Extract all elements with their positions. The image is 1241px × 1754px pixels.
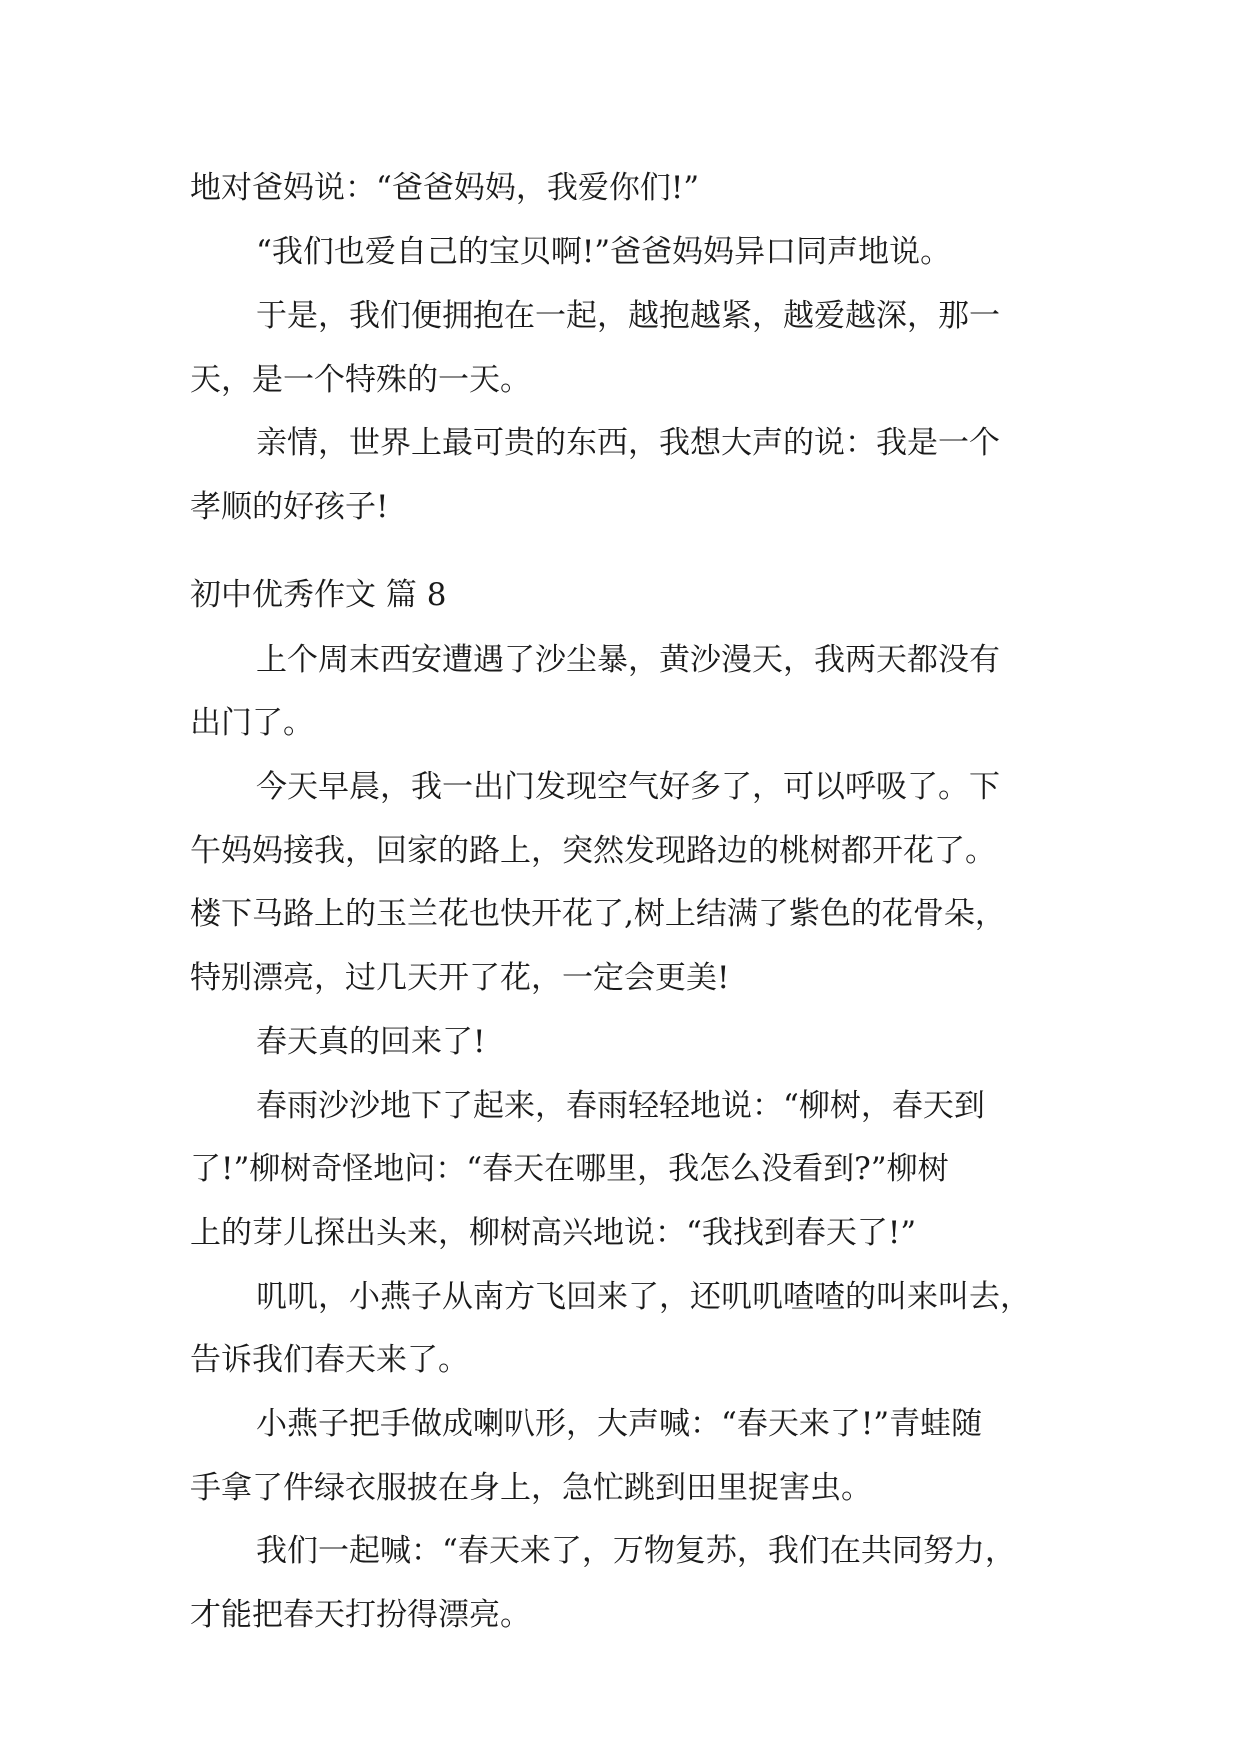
text-line: 上的芽儿探出头来，柳树高兴地说：“我找到春天了!” xyxy=(190,1215,917,1251)
text-line: 手拿了件绿衣服披在身上，急忙跳到田里捉害虫。 xyxy=(190,1470,872,1506)
text-line: 于是，我们便拥抱在一起，越抱越紧，越爱越深，那一 xyxy=(256,298,1000,334)
text-line: 春天真的回来了! xyxy=(256,1024,486,1060)
text-line: 午妈妈接我，回家的路上，突然发现路边的桃树都开花了。 xyxy=(190,833,996,869)
text-line: 小燕子把手做成喇叭形，大声喊：“春天来了!”青蛙随 xyxy=(256,1406,983,1442)
text-line: 地对爸妈说：“爸爸妈妈，我爱你们!” xyxy=(190,170,700,206)
text-line: 告诉我们春天来了。 xyxy=(190,1342,469,1378)
text-line: 天，是一个特殊的一天。 xyxy=(190,362,531,398)
text-line: 出门了。 xyxy=(190,705,314,741)
text-line: 我们一起喊：“春天来了，万物复苏，我们在共同努力， xyxy=(256,1533,1016,1569)
text-line: 上个周末西安遭遇了沙尘暴，黄沙漫天，我两天都没有 xyxy=(256,642,1000,678)
text-line: 亲情，世界上最可贵的东西，我想大声的说：我是一个 xyxy=(256,425,1000,461)
section-heading: 初中优秀作文 篇 8 xyxy=(190,577,447,613)
text-line: 特别漂亮，过几天开了花，一定会更美! xyxy=(190,960,730,996)
text-line: 叽叽，小燕子从南方飞回来了，还叽叽喳喳的叫来叫去， xyxy=(256,1279,1031,1315)
text-line: 春雨沙沙地下了起来，春雨轻轻地说：“柳树，春天到 xyxy=(256,1088,985,1124)
text-line: 了!”柳树奇怪地问：“春天在哪里，我怎么没看到?”柳树 xyxy=(190,1151,949,1187)
text-line: 今天早晨，我一出门发现空气好多了，可以呼吸了。下 xyxy=(256,769,1000,805)
text-line: 楼下马路上的玉兰花也快开花了,树上结满了紫色的花骨朵， xyxy=(190,896,1006,932)
text-line: “我们也爱自己的宝贝啊!”爸爸妈妈异口同声地说。 xyxy=(256,234,952,270)
text-line: 孝顺的好孩子! xyxy=(190,489,389,525)
text-line: 才能把春天打扮得漂亮。 xyxy=(190,1597,531,1633)
